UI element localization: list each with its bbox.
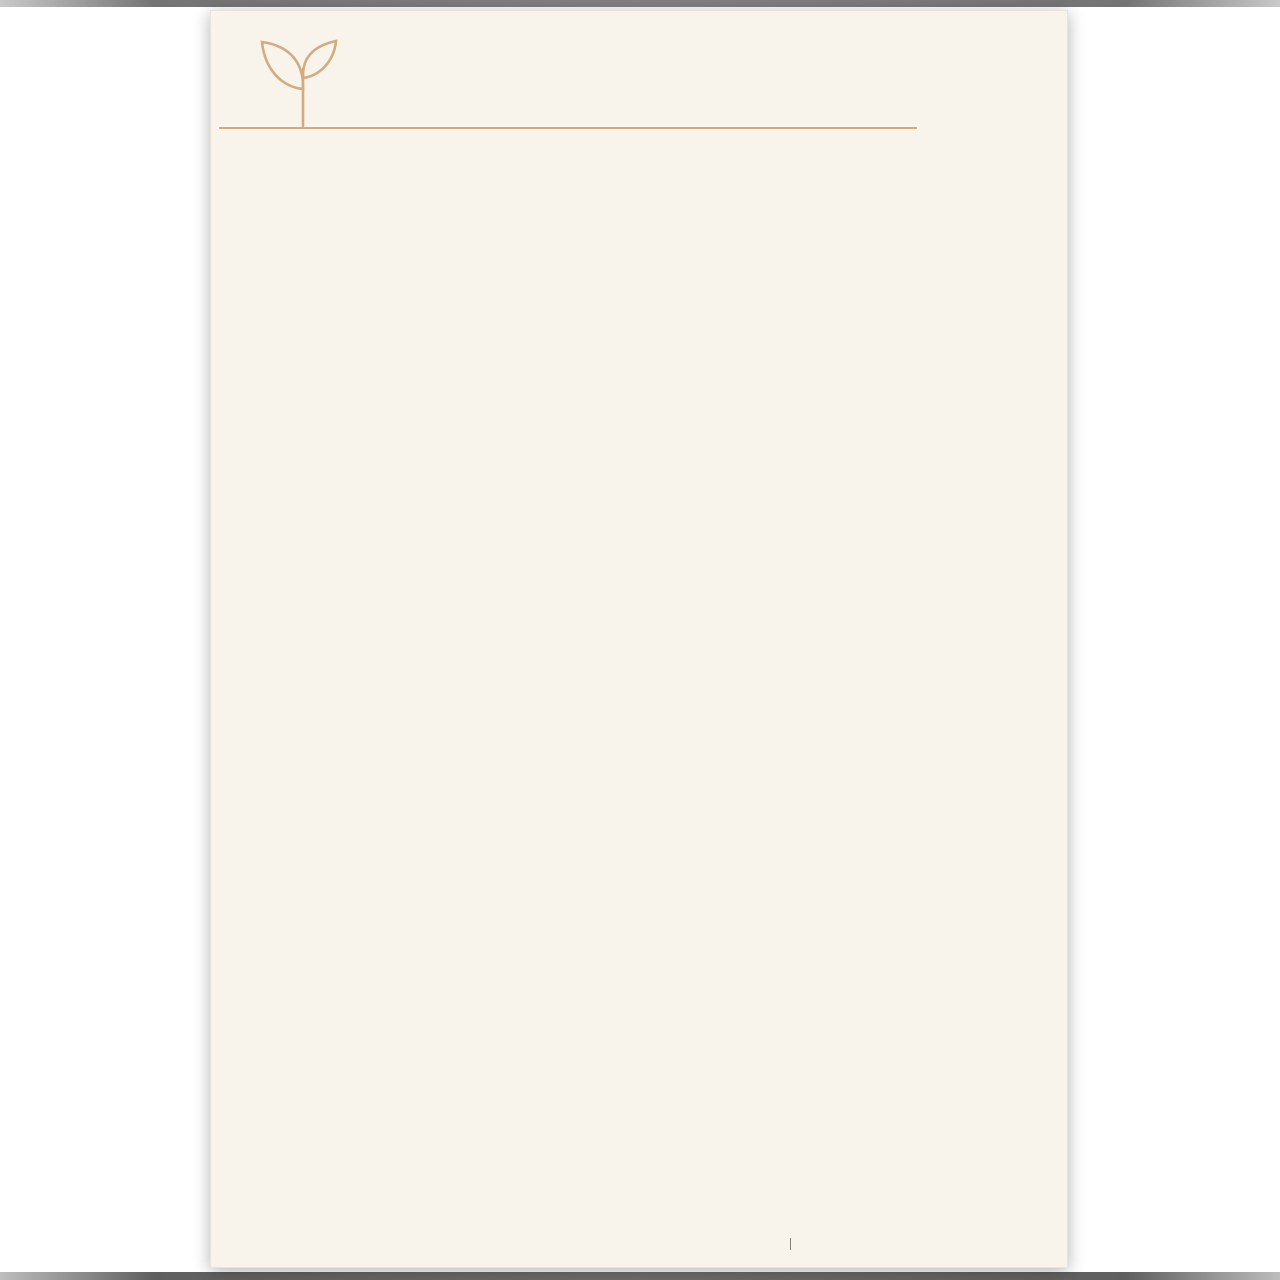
publisher-info [790, 1238, 796, 1250]
photo-edge-bottom [0, 1272, 1280, 1280]
header-divider [219, 127, 917, 129]
sprout-icon [251, 29, 351, 128]
school-holidays-section [231, 659, 1051, 723]
school-holidays-label [231, 659, 267, 723]
calendar-poster [210, 10, 1068, 1268]
photo-edge-top [0, 0, 1280, 7]
poster-title-line2 [515, 72, 523, 115]
publisher-block [785, 1238, 796, 1250]
